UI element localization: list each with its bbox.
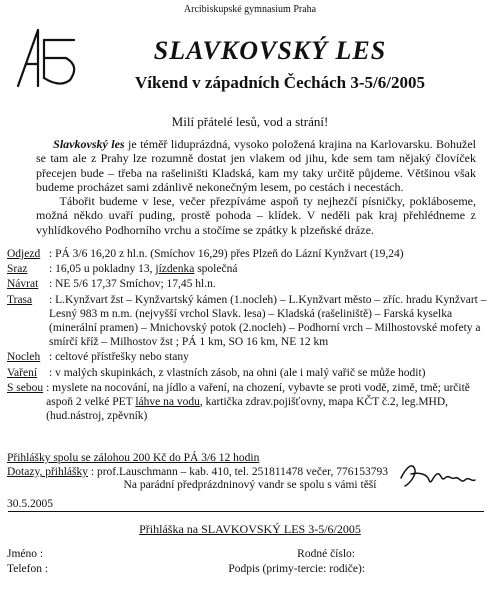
detail-value-part: : myslete na nocování, na jídlo a vaření, na chození, vybavte se proti vodě, zimě, tmě; určitě aspoň 2 velké PET	[46, 381, 470, 409]
greeting: Milí přátelé lesů, vod a strání!	[171, 114, 329, 129]
detail-label: Návrat	[7, 278, 39, 291]
cut-line-divider	[8, 511, 484, 512]
detail-value: : celtové přístřešky nebo stany	[49, 351, 189, 364]
signup-contact-value: : prof.Lauschmann – kab. 410, tel. 251811478 večer, 776153793	[88, 466, 388, 479]
detail-value	[49, 262, 487, 276]
detail-label: Odjezd	[7, 248, 41, 260]
detail-value-underlined: láhve na vodu	[135, 396, 200, 409]
handwritten-signature	[397, 456, 477, 496]
detail-row-packing	[7, 381, 487, 424]
detail-row-meeting	[7, 262, 487, 276]
second-paragraph-text: Tábořit budeme v lese, večer přezpíváme aspoň ty nejhezčí písničky, pokláboseme, možná někdo uvaří puding, prostě pohoda – klídek. V neděli pak kraj přehlédneme z vyhlídkového Podhorního vrchu a stočíme se zpátky k plzeňské dráze.	[36, 194, 476, 237]
detail-value-part: : 16,05 u pokladny 13,	[49, 263, 156, 276]
detail-value-part: společná	[194, 263, 238, 276]
detail-row-night	[7, 350, 487, 364]
intro-text: je téměř liduprázdná, vysoko položená krajina na Karlovarsku. Bohužel se tam ale z Prahy lze rozumně dostat jen vlakem od jihu, kde sem tam nějaký človíček přecejen bude – třeba na rašeliništi Kladská, kam my taky určitě půjdeme. Většinou však budeme procházet sami zdánlivě nekonečným lesem, po cestách i necestách.	[36, 137, 476, 195]
signup-deadline: Přihlášky spolu se zálohou 200 Kč do PÁ 3/6 12 hodin	[7, 452, 260, 464]
detail-label: Trasa	[7, 293, 33, 306]
trip-details	[7, 247, 487, 424]
page-subtitle: Víkend v západních Čechách 3-5/6/2005	[135, 73, 425, 92]
second-paragraph	[36, 194, 476, 237]
detail-label: Vaření	[7, 366, 38, 379]
signup-contact-label: Dotazy, přihlášky	[7, 466, 89, 479]
detail-value: : NE 5/6 17,37 Smíchov; 17,45 hl.n.	[49, 278, 216, 291]
detail-row-route	[7, 293, 487, 350]
intro-lead: Slavkovský les	[53, 137, 125, 151]
document-date: 30.5.2005	[7, 498, 53, 510]
detail-value-underlined: jízdenka	[155, 263, 195, 276]
application-form-title: Přihláška na SLAVKOVSKÝ LES 3-5/6/2005	[139, 522, 361, 536]
signature-field-label: Podpis (primy-tercie: rodiče):	[228, 563, 365, 575]
detail-value	[46, 381, 487, 424]
farewell-text: Na parádní předprázdninový vandr se spolu s vámi těší	[123, 479, 377, 491]
detail-value: : L.Kynžvart žst – Kynžvartský kámen (1.nocleh) – L.Kynžvart město – zříc. hradu Kynžvart – Lesný 983 m n.m. (nejvyšší vrchol Slavk. lesa) – Kladská (rašeliniště) – Farská kyselka (minerální pramen) – Mnichovský potok (2.nocleh) – Podhorní vrch – Milhostovské mofety a smírčí kříž – Milhostov žst ; PÁ 1 km, SO 16 km, NE 12 km	[49, 293, 487, 349]
detail-label: Nocleh	[7, 351, 41, 364]
phone-field-label: Telefon :	[7, 563, 49, 575]
school-name: Arcibiskupské gymnasium Praha	[183, 4, 317, 15]
name-field-label: Jméno :	[7, 548, 44, 560]
birth-number-field-label: Rodné číslo:	[297, 548, 355, 560]
page-title: SLAVKOVSKÝ LES	[153, 36, 387, 65]
detail-row-cooking	[7, 366, 487, 380]
detail-value-part: , kartička zdrav.pojišťovny, mapa KČT č.2, leg.MHD, (hud.nástroj, zpěvník)	[46, 396, 449, 423]
detail-label: Sraz	[7, 263, 28, 276]
detail-value: : v malých skupinkách, z vlastních zásob, na ohni (ale i malý vařič se může hodit)	[49, 366, 426, 379]
detail-row-return	[7, 277, 487, 291]
detail-value: : PÁ 3/6 16,20 z hl.n. (Smíchov 16,29) přes Plzeň do Lázní Kynžvart (19,24)	[49, 248, 404, 260]
detail-row-departure	[7, 247, 487, 261]
detail-label: S sebou	[7, 381, 44, 394]
intro-paragraph	[36, 137, 476, 195]
school-logo	[14, 26, 84, 88]
